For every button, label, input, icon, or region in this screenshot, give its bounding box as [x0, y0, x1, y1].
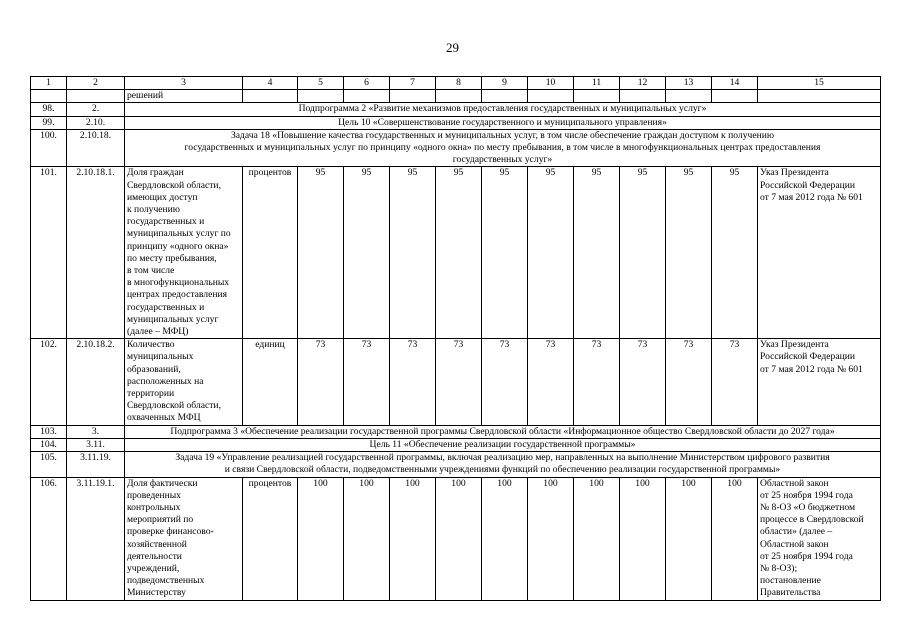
row-code: 2.	[67, 103, 125, 116]
col-header: 5	[298, 77, 344, 90]
table-row	[31, 477, 881, 600]
source-document: Указ Президента Российской Федерации от 7 мая 2012 года № 601	[758, 339, 881, 425]
value-cell: 100	[482, 477, 528, 600]
table-row	[31, 103, 881, 116]
col-header: 10	[528, 77, 574, 90]
value-cell: 100	[712, 477, 758, 600]
value-cell: 95	[620, 167, 666, 339]
value-cell: 95	[344, 167, 390, 339]
section-heading: Задача 19 «Управление реализацией государственной программы, включая реализацию мер, направленных на выполнение Министерством цифрового развития и связи Свердловской области, подведомственными учреждениями функций по обеспечению реализации государственной программы»	[125, 452, 881, 477]
value-cell: 95	[390, 167, 436, 339]
table-row	[31, 339, 881, 425]
value-cell: 100	[344, 477, 390, 600]
value-cell: 73	[620, 339, 666, 425]
table-row	[31, 167, 881, 339]
row-number: 102.	[31, 339, 67, 425]
indicator-name: Количество муниципальных образований, расположенных на территории Свердловской области, охваченных МФЦ	[125, 339, 243, 425]
value-cell: 100	[390, 477, 436, 600]
col-header: 13	[666, 77, 712, 90]
value-cell: 95	[712, 167, 758, 339]
value-cell: 73	[574, 339, 620, 425]
value-cell: 95	[574, 167, 620, 339]
value-cell: 73	[712, 339, 758, 425]
row-number: 106.	[31, 477, 67, 600]
row-number: 99.	[31, 116, 67, 129]
col-header: 9	[482, 77, 528, 90]
value-cell: 95	[436, 167, 482, 339]
col-header: 7	[390, 77, 436, 90]
row-code: 2.10.	[67, 116, 125, 129]
row-code: 3.	[67, 425, 125, 438]
value-cell: 100	[436, 477, 482, 600]
col-header: 14	[712, 77, 758, 90]
value-cell: 95	[666, 167, 712, 339]
section-heading: Задача 18 «Повышение качества государственных и муниципальных услуг, в том числе обеспечение граждан доступом к получению государственных и муниципальных услуг по принципу «одного окна» по месту пребывания, в том числе в многофункциональных центрах предоставления государственных услуг»	[125, 129, 881, 167]
col-header: 4	[243, 77, 298, 90]
value-cell: 95	[482, 167, 528, 339]
value-cell: 73	[298, 339, 344, 425]
value-cell: 73	[528, 339, 574, 425]
table-row	[31, 452, 881, 477]
section-heading: Цель 11 «Обеспечение реализации государственной программы»	[125, 438, 881, 451]
row-code: 2.10.18.2.	[67, 339, 125, 425]
col-header: 15	[758, 77, 881, 90]
unit: процентов	[243, 167, 298, 339]
source-document: Указ Президента Российской Федерации от 7 мая 2012 года № 601	[758, 167, 881, 339]
indicator-name: решений	[125, 90, 243, 103]
value-cell: 73	[390, 339, 436, 425]
row-code: 2.10.18.	[67, 129, 125, 167]
row-number: 104.	[31, 438, 67, 451]
page-number: 29	[446, 40, 459, 55]
row-code: 3.11.19.	[67, 452, 125, 477]
value-cell: 95	[528, 167, 574, 339]
col-header: 3	[125, 77, 243, 90]
row-code: 2.10.18.1.	[67, 167, 125, 339]
value-cell: 100	[528, 477, 574, 600]
section-heading: Подпрограмма 3 «Обеспечение реализации государственной программы Свердловской области «Информационное общество Свердловской области до 2027 года»	[125, 425, 881, 438]
col-header: 8	[436, 77, 482, 90]
col-header: 11	[574, 77, 620, 90]
table-row	[31, 438, 881, 451]
table-row	[31, 116, 881, 129]
section-heading: Цель 10 «Совершенствование государственного и муниципального управления»	[125, 116, 881, 129]
table-row	[31, 425, 881, 438]
column-number-row	[31, 77, 881, 90]
indicator-name: Доля фактически проведенных контрольных мероприятий по проверке финансово- хозяйственной деятельности учреждений, подведомственных Министерству	[125, 477, 243, 600]
indicator-name: Доля граждан Свердловской области, имеющих доступ к получению государственных и муниципальных услуг по принципу «одного окна» по месту пребывания, в том числе в многофункциональных центрах предоставления государственных и муниципальных услуг (далее – МФЦ)	[125, 167, 243, 339]
row-number: 101.	[31, 167, 67, 339]
col-header: 2	[67, 77, 125, 90]
value-cell: 73	[344, 339, 390, 425]
value-cell: 100	[298, 477, 344, 600]
value-cell: 73	[436, 339, 482, 425]
value-cell: 100	[666, 477, 712, 600]
row-number: 100.	[31, 129, 67, 167]
indicators-table	[30, 76, 881, 601]
row-code: 3.11.19.1.	[67, 477, 125, 600]
source-document: Областной закон от 25 ноября 1994 года № 8-ОЗ «О бюджетном процессе в Свердловской области» (далее – Областной закон от 25 ноября 1994 года № 8-ОЗ); постановление Правительства	[758, 477, 881, 600]
col-header: 12	[620, 77, 666, 90]
value-cell: 100	[620, 477, 666, 600]
col-header: 6	[344, 77, 390, 90]
table-row	[31, 129, 881, 167]
row-code: 3.11.	[67, 438, 125, 451]
value-cell: 73	[482, 339, 528, 425]
row-number: 98.	[31, 103, 67, 116]
continuation-row	[31, 90, 881, 103]
value-cell: 100	[574, 477, 620, 600]
section-heading: Подпрограмма 2 «Развитие механизмов предоставления государственных и муниципальных услуг»	[125, 103, 881, 116]
unit: единиц	[243, 339, 298, 425]
col-header: 1	[31, 77, 67, 90]
value-cell: 95	[298, 167, 344, 339]
row-number: 105.	[31, 452, 67, 477]
unit: процентов	[243, 477, 298, 600]
value-cell: 73	[666, 339, 712, 425]
row-number: 103.	[31, 425, 67, 438]
